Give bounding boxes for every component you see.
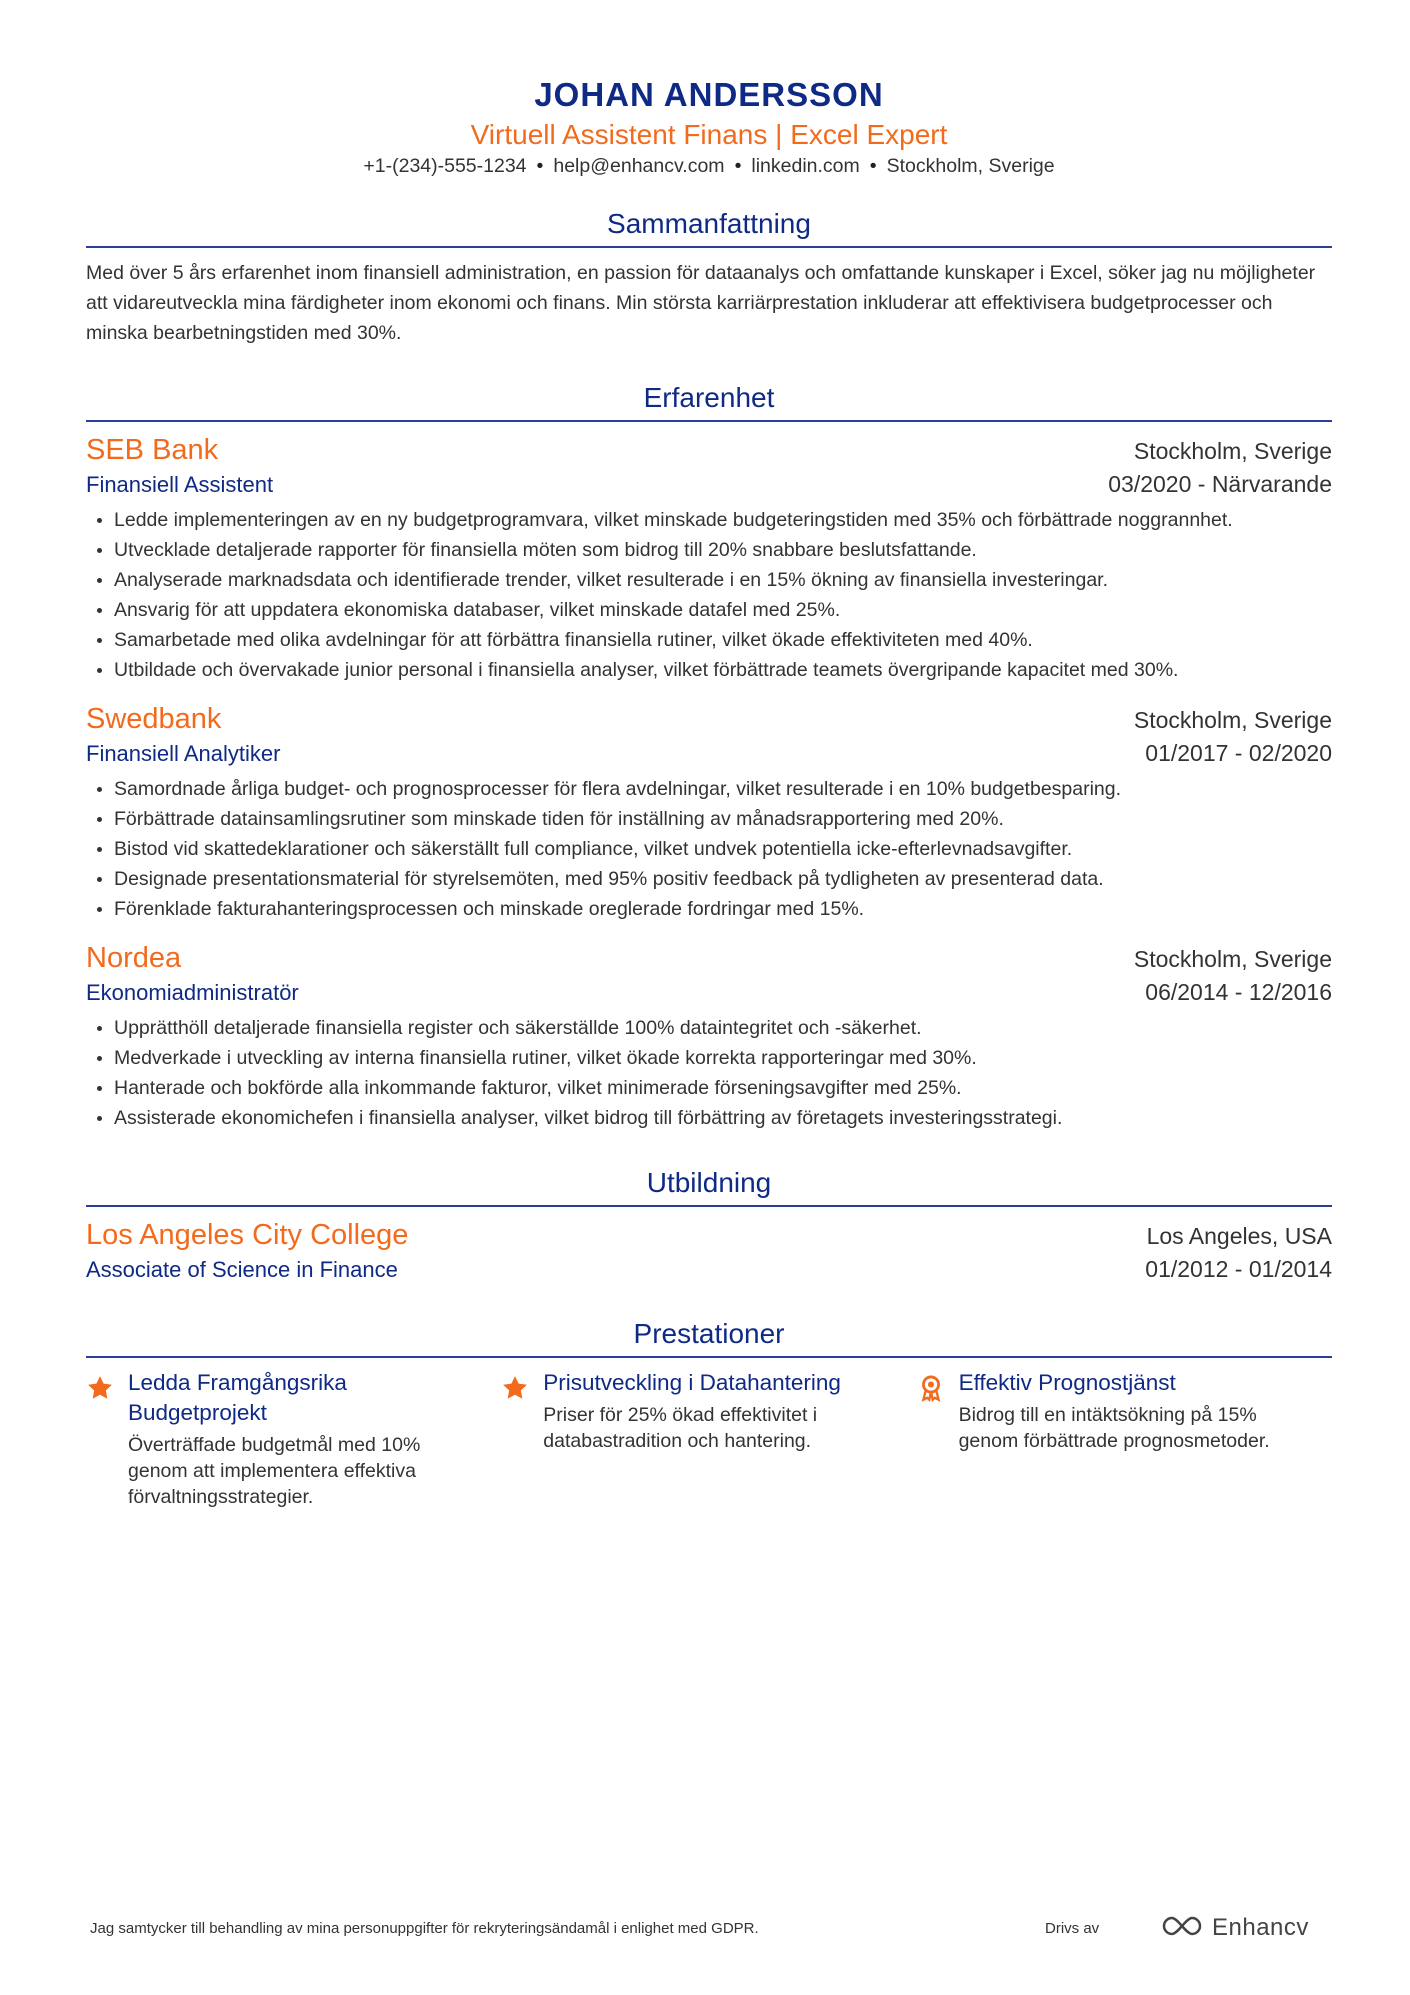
bullet-item: Hanterade och bokförde alla inkommande fakturor, vilket minimerade förseningsavgifter med 25%. (114, 1073, 1332, 1103)
bullet-item: Ansvarig för att uppdatera ekonomiska databaser, vilket minskade datafel med 25%. (114, 595, 1332, 625)
section-title-achievements: Prestationer (86, 1314, 1332, 1358)
achievement-title: Prisutveckling i Datahantering (543, 1370, 841, 1395)
job-role: Ekonomiadministratör (86, 980, 299, 1005)
company-name: Nordea (86, 942, 182, 974)
bullet-item: Ledde implementeringen av en ny budgetprogramvara, vilket minskade budgeteringstiden med 35% och förbättrade noggrannhet. (114, 505, 1332, 535)
summary-text: Med över 5 års erfarenhet inom finansiell administration, en passion för dataanalys och omfattande kunskaper i Excel, söker jag nu möjligheter att vidareutveckla mina färdigheter inom ekonomi och finans. Min största karriärprestation inkluderar att effektivisera budgetprocesser och minska bearbetningstiden med 30%. (86, 262, 1316, 344)
bullet-item: Samarbetade med olika avdelningar för att förbättra finansiella rutiner, vilket ökade effektiviteten med 40%. (114, 625, 1332, 655)
job-role: Finansiell Analytiker (86, 741, 281, 766)
achievement-item (501, 1368, 916, 1510)
bullet-item: Utvecklade detaljerade rapporter för finansiella möten som bidrog till 20% snabbare beslutsfattande. (114, 535, 1332, 565)
section-title-education: Utbildning (86, 1163, 1332, 1207)
job-bullets (86, 505, 1332, 685)
job-bullets (86, 1013, 1332, 1133)
resume-page (86, 72, 1332, 1510)
bullet-item: Medverkade i utveckling av interna finansiella rutiner, vilket ökade korrekta rapporteringar med 30%. (114, 1043, 1332, 1073)
resume-header (86, 72, 1332, 180)
award-icon (917, 1368, 959, 1510)
job-bullets (86, 774, 1332, 924)
job-dates: 06/2014 - 12/2016 (1145, 979, 1332, 1005)
school-name: Los Angeles City College (86, 1219, 409, 1251)
company-name: SEB Bank (86, 434, 219, 466)
job-entry (86, 938, 1332, 1133)
candidate-title: Virtuell Assistent Finans | Excel Expert (470, 119, 948, 150)
summary-section (86, 204, 1332, 348)
achievement-item (917, 1368, 1332, 1510)
contact-separator: • (869, 155, 877, 177)
achievement-item (86, 1368, 501, 1510)
achievement-title: Ledda Framgångsrika Budgetprojekt (128, 1370, 347, 1425)
email-link[interactable]: help@enhancv.com (553, 155, 725, 177)
experience-section (86, 378, 1332, 1133)
job-dates: 03/2020 - Närvarande (1108, 471, 1332, 497)
bullet-item: Analyserade marknadsdata och identifierade trender, vilket resulterade i en 15% ökning av finansiella investeringar. (114, 565, 1332, 595)
linkedin-link[interactable]: linkedin.com (751, 155, 860, 177)
bullet-item: Förenklade fakturahanteringsprocessen och minskade oreglerade fordringar med 15%. (114, 894, 1332, 924)
company-name: Swedbank (86, 703, 222, 735)
candidate-name: JOHAN ANDERSSON (534, 76, 884, 113)
infinity-logo-icon (1160, 1914, 1204, 1943)
achievements-section (86, 1314, 1332, 1510)
brand-name: Enhancv (1212, 1914, 1309, 1941)
job-role: Finansiell Assistent (86, 472, 274, 497)
page-footer (90, 1908, 1320, 1948)
contact-separator: • (734, 155, 742, 177)
section-title-experience: Erfarenhet (86, 378, 1332, 422)
achievement-title: Effektiv Prognostjänst (958, 1370, 1176, 1395)
bullet-item: Upprätthöll detaljerade finansiella register och säkerställde 100% dataintegritet och -säkerhet. (114, 1013, 1332, 1043)
job-location: Stockholm, Sverige (1133, 707, 1332, 733)
bullet-item: Förbättrade datainsamlingsrutiner som minskade tiden för inställning av månadsrapportering med 20%. (114, 804, 1332, 834)
powered-by-label: Drivs av (1045, 1919, 1100, 1937)
star-icon (501, 1368, 543, 1510)
contact-line (86, 152, 1332, 180)
achievement-desc: Bidrog till en intäktsökning på 15% genom förbättrade prognosmetoder. (958, 1404, 1270, 1452)
bullet-item: Samordnade årliga budget- och prognosprocesser för flera avdelningar, vilket resulterade i en 10% budgetbesparing. (114, 774, 1332, 804)
bullet-item: Bistod vid skattedeklarationer och säkerställt full compliance, vilket undvek potentiella icke-efterlevnadsavgifter. (114, 834, 1332, 864)
education-dates: 01/2012 - 01/2014 (1145, 1256, 1332, 1282)
bullet-item: Assisterade ekonomichefen i finansiella analyser, vilket bidrog till förbättring av företagets investeringsstrategi. (114, 1103, 1332, 1133)
job-entry (86, 430, 1332, 685)
bullet-item: Designade presentationsmaterial för styrelsemöten, med 95% positiv feedback på tydligheten av presenterad data. (114, 864, 1332, 894)
phone: +1-(234)-555-1234 (363, 155, 527, 177)
job-location: Stockholm, Sverige (1133, 438, 1332, 464)
degree: Associate of Science in Finance (86, 1257, 398, 1282)
brand-logo[interactable] (1160, 1914, 1309, 1943)
job-location: Stockholm, Sverige (1133, 946, 1332, 972)
education-entry (86, 1215, 1332, 1288)
star-icon (86, 1368, 128, 1510)
achievement-desc: Överträffade budgetmål med 10% genom att implementera effektiva förvaltningsstrategier. (128, 1434, 421, 1508)
education-section (86, 1163, 1332, 1288)
school-location: Los Angeles, USA (1146, 1223, 1332, 1249)
section-title-summary: Sammanfattning (86, 204, 1332, 248)
achievement-desc: Priser för 25% ökad effektivitet i databastradition och hantering. (543, 1404, 818, 1452)
job-entry (86, 699, 1332, 924)
contact-separator: • (536, 155, 544, 177)
location: Stockholm, Sverige (886, 155, 1055, 177)
job-dates: 01/2017 - 02/2020 (1145, 740, 1332, 766)
gdpr-notice: Jag samtycker till behandling av mina personuppgifter för rekryteringsändamål i enlighet med GDPR. (90, 1919, 759, 1937)
bullet-item: Utbildade och övervakade junior personal i finansiella analyser, vilket förbättrade teamets övergripande kapacitet med 30%. (114, 655, 1332, 685)
